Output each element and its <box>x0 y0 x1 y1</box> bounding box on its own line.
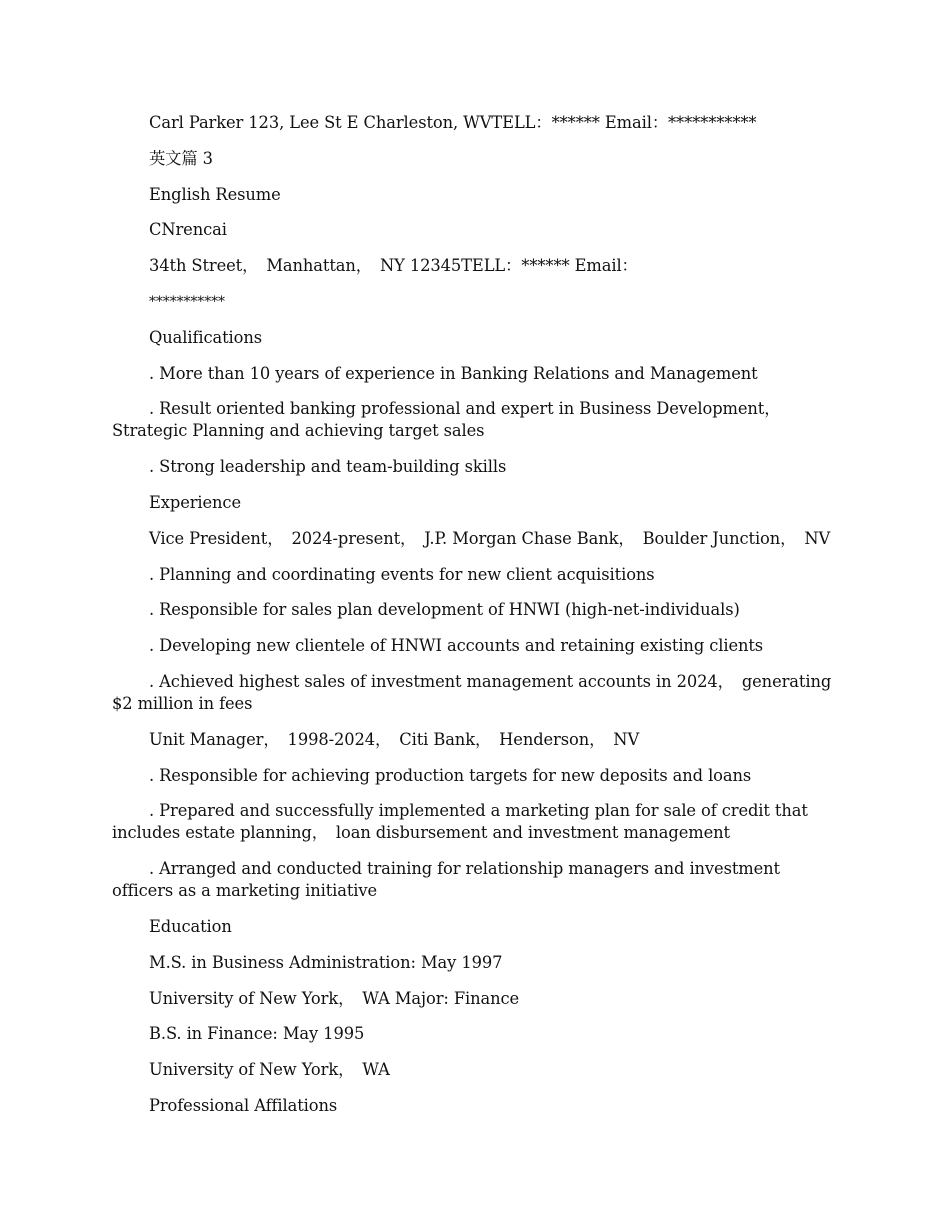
experience-item: . Arranged and conducted training for relationship managers and investment officers as a marketing initiative <box>112 859 786 901</box>
experience-item: . Responsible for sales plan development of HNWI (high-net-individuals) <box>149 600 740 620</box>
job-title-unit-manager: Unit Manager， 1998-2024， Citi Bank， Henderson， NV <box>149 729 640 749</box>
contact-line-carl-parker: Carl Parker 123, Lee St E Charleston, WVTELL：****** Email：*********** <box>149 113 757 132</box>
experience-item: . Prepared and successfully implemented a marketing plan for sale of credit that includes estate planning， loan disbursement and investment management <box>112 801 813 843</box>
heading-qualifications: Qualifications <box>149 327 263 347</box>
qualification-item: . Result oriented banking professional and expert in Business Development， Strategic Planning and achieving target sales <box>112 399 789 441</box>
email-masked: *********** <box>149 293 225 310</box>
job-title-vice-president: Vice President， 2024-present， J.P. Morgan Chase Bank， Boulder Junction， NV <box>149 528 831 548</box>
experience-item: . Responsible for achieving production targets for new deposits and loans <box>149 765 752 785</box>
resume-name: CNrencai <box>149 220 227 240</box>
experience-item: . Planning and coordinating events for new client acquisitions <box>149 564 655 584</box>
heading-education: Education <box>149 916 232 936</box>
experience-item: . Achieved highest sales of investment management accounts in 2024， generating $2 million in fees <box>112 671 837 713</box>
education-degree: B.S. in Finance: May 1995 <box>149 1024 365 1044</box>
education-school: University of New York， WA Major: Finance <box>149 988 520 1008</box>
heading-professional-affiliations: Professional Affilations <box>149 1095 338 1115</box>
qualification-item: . More than 10 years of experience in Banking Relations and Management <box>149 363 758 383</box>
document-body <box>112 112 840 1131</box>
education-school: University of New York， WA <box>149 1060 390 1080</box>
experience-item: . Developing new clientele of HNWI accounts and retaining existing clients <box>149 636 764 656</box>
heading-experience: Experience <box>149 492 241 512</box>
section-label-chinese: 英文篇 3 <box>149 148 213 168</box>
education-degree: M.S. in Business Administration: May 1997 <box>149 952 503 972</box>
qualification-item: . Strong leadership and team-building skills <box>149 457 507 477</box>
address-line: 34th Street， Manhattan， NY 12345TELL：****** Email： <box>149 256 638 276</box>
resume-title: English Resume <box>149 184 281 204</box>
